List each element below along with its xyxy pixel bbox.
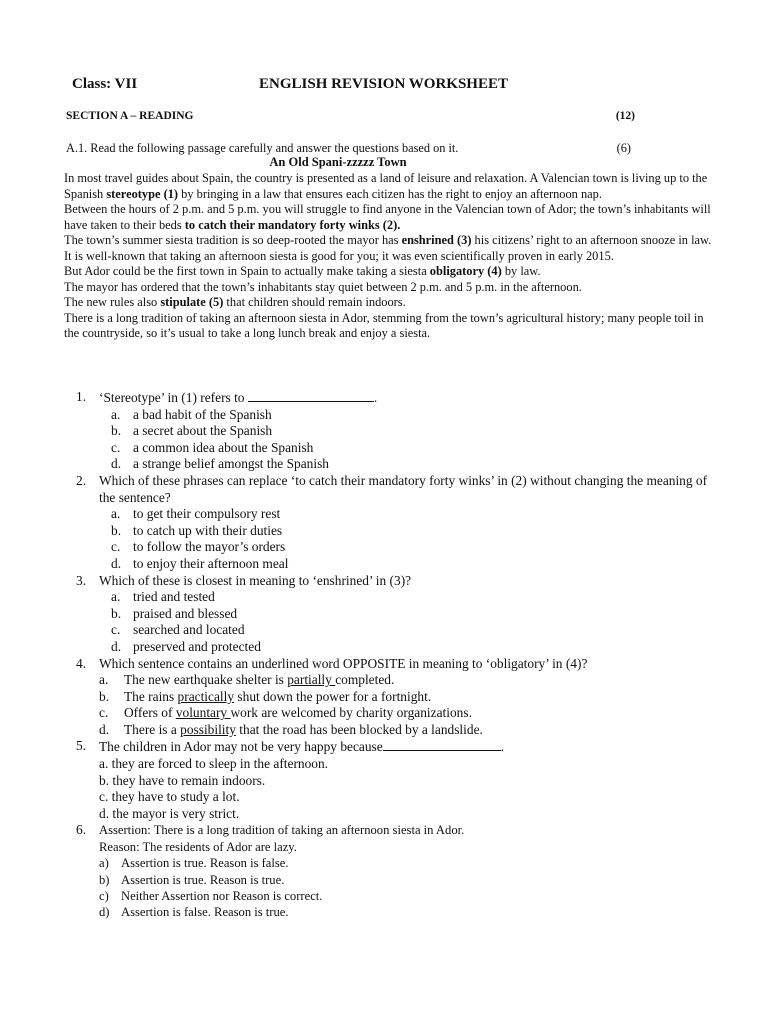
option-label: a. — [111, 506, 121, 522]
option-label: d. — [111, 555, 122, 571]
option-text: searched and located — [133, 622, 245, 638]
option-label: b. — [99, 688, 110, 704]
option[interactable] — [99, 705, 724, 722]
option-text: Neither Assertion nor Reason is correct. — [121, 889, 323, 904]
option-label: b. — [111, 423, 122, 439]
option-text: The rains — [124, 688, 178, 704]
section-label: SECTION A – READING — [66, 110, 194, 122]
option-list — [99, 672, 724, 738]
option-label: c. — [111, 622, 121, 638]
option-text: praised and blessed — [133, 605, 238, 621]
worksheet-header — [72, 76, 712, 98]
option-list — [99, 407, 724, 473]
option-label: a. — [111, 406, 121, 422]
passage-text: The new rules also — [64, 295, 161, 309]
passage-text: that children should remain indoors. — [223, 295, 406, 309]
underlined-word: possibility — [180, 721, 236, 737]
option[interactable] — [99, 606, 724, 623]
option[interactable] — [99, 855, 724, 871]
class-label: Class: VII — [72, 76, 138, 92]
instruction-marks: (6) — [616, 141, 631, 155]
option[interactable] — [99, 456, 724, 473]
assertion-text: Assertion: There is a long tradition of taking an afternoon siesta in Ador. — [99, 823, 465, 838]
question-number: 3. — [76, 572, 87, 588]
option[interactable] — [99, 523, 724, 540]
option-label: b) — [99, 872, 110, 887]
option[interactable] — [99, 407, 724, 424]
passage-keyword: to catch their mandatory forty winks (2). — [184, 217, 401, 232]
passage-text: his citizens’ right to an afternoon snooze in law. — [471, 233, 712, 247]
passage-keyword: stipulate (5) — [160, 295, 224, 309]
question-number: 5. — [76, 738, 87, 754]
underlined-word: partially — [287, 672, 336, 688]
option-label: d. — [111, 638, 122, 654]
option-text: completed. — [335, 672, 395, 688]
option-text: shut down the power for a fortnight. — [234, 688, 432, 704]
question-2 — [64, 473, 724, 573]
option-label: c) — [99, 889, 109, 904]
option-text: to get their compulsory rest — [133, 506, 281, 522]
passage-paragraph — [64, 295, 714, 311]
option-label: d. — [111, 456, 122, 472]
option-text: work are welcomed by charity organizations. — [230, 705, 472, 721]
passage-paragraph — [64, 171, 714, 202]
instruction-line — [66, 141, 646, 156]
answer-blank — [383, 738, 501, 751]
passage-paragraph: There is a long tradition of taking an afternoon siesta in Ador, stemming from the town’s agricultural history; many people toil in the countryside, so it’s usual to take a long lunch break and enjoy a siesta. — [64, 310, 704, 340]
option[interactable] — [99, 639, 724, 656]
option-list — [99, 506, 724, 572]
option-text: Offers of — [124, 705, 176, 721]
question-stem: Which sentence contains an underlined word OPPOSITE in meaning to ‘obligatory’ in (4)? — [99, 655, 588, 671]
question-stem: Which of these is closest in meaning to ‘enshrined’ in (3)? — [99, 572, 412, 588]
option-list — [99, 855, 724, 921]
option-text: Assertion is true. Reason is true. — [121, 872, 285, 887]
question-number: 6. — [76, 822, 87, 838]
passage-paragraph: It is well-known that taking an afternoon siesta is good for you; it was even scientifically proven in early 2015. — [64, 248, 614, 263]
question-stem — [99, 738, 724, 756]
option-label: b. — [111, 522, 122, 538]
option[interactable]: a. they are forced to sleep in the afternoon. — [99, 756, 329, 772]
option-text: a secret about the Spanish — [133, 423, 273, 439]
option-text: a bad habit of the Spanish — [133, 406, 272, 422]
option[interactable] — [99, 872, 724, 888]
option[interactable] — [99, 722, 724, 739]
option-label: d. — [99, 721, 110, 737]
option-text: There is a — [124, 721, 181, 737]
question-5 — [64, 738, 724, 822]
option-label: c. — [111, 439, 121, 455]
instruction-text: A.1. Read the following passage carefully and answer the questions based on it. — [66, 141, 459, 155]
question-4 — [64, 656, 724, 739]
passage-text: In most travel guides about Spain, the country is presented as a land of leisure and relaxation. A Valencian town is living up to the Spanish — [64, 171, 708, 201]
passage-paragraph: The mayor has ordered that the town’s inhabitants stay quiet between 2 p.m. and 5 p.m. in the afternoon. — [64, 279, 582, 294]
option[interactable]: b. they have to remain indoors. — [99, 772, 266, 788]
passage-keyword: enshrined (3) — [401, 233, 472, 247]
passage-text: But Ador could be the first town in Spain to actually make taking a siesta — [64, 264, 430, 278]
question-list — [64, 389, 724, 921]
option-text: The new earthquake shelter is — [124, 672, 288, 688]
option-label: d) — [99, 905, 110, 920]
option-label: c. — [99, 705, 109, 721]
option[interactable] — [99, 689, 724, 706]
option-label: a. — [111, 589, 121, 605]
section-marks: (12) — [615, 110, 635, 122]
option-text: that the road has been blocked by a landslide. — [235, 721, 483, 737]
option[interactable]: c. they have to study a lot. — [99, 789, 240, 805]
passage-title: An Old Spani-zzzzz Town — [269, 155, 407, 169]
stem-end: . — [373, 390, 378, 405]
option[interactable] — [99, 672, 724, 689]
stem-text: ‘Stereotype’ in (1) refers to — [99, 390, 248, 405]
option-text: Assertion is true. Reason is false. — [121, 856, 289, 871]
option-text: Assertion is false. Reason is true. — [121, 905, 289, 920]
question-1 — [64, 389, 724, 473]
option[interactable] — [99, 539, 724, 556]
option-label: a) — [99, 856, 109, 871]
option[interactable] — [99, 904, 724, 920]
passage-text: by law. — [501, 264, 541, 278]
underlined-word: voluntary — [175, 705, 231, 721]
option[interactable]: d. the mayor is very strict. — [99, 805, 240, 821]
option[interactable] — [99, 440, 724, 457]
question-stem: Which of these phrases can replace ‘to catch their mandatory forty winks’ in (2) without changing the meaning of the sentence? — [99, 472, 708, 505]
option-label: b. — [111, 605, 122, 621]
option-text: a strange belief amongst the Spanish — [133, 456, 329, 472]
option[interactable] — [99, 506, 724, 523]
underlined-word: practically — [177, 688, 235, 704]
option-text: preserved and protected — [133, 638, 261, 654]
question-3 — [64, 573, 724, 656]
passage-paragraph — [64, 202, 714, 233]
option-label: a. — [99, 672, 109, 688]
option-text: tried and tested — [133, 589, 215, 605]
question-number: 1. — [76, 389, 87, 404]
passage-text: Between the hours of 2 p.m. and 5 p.m. you will struggle to find anyone in the Valencian town of Ador; the town’s inhabitants will have taken to their beds — [64, 202, 711, 232]
option-list — [99, 589, 724, 655]
option-list — [99, 756, 724, 822]
question-number: 4. — [76, 655, 87, 671]
question-6 — [64, 822, 724, 920]
option-label: c. — [111, 539, 121, 555]
passage-text: The town’s summer siesta tradition is so deep-rooted the mayor has — [64, 233, 402, 247]
reason-text: Reason: The residents of Ador are lazy. — [99, 839, 297, 854]
option-text: to catch up with their duties — [133, 522, 283, 538]
option[interactable] — [99, 888, 724, 904]
option[interactable] — [99, 622, 724, 639]
passage-paragraph — [64, 264, 714, 280]
option-text: a common idea about the Spanish — [133, 439, 314, 455]
passage-keyword: stereotype (1) — [106, 186, 179, 201]
option[interactable] — [99, 556, 724, 573]
passage-text: by bringing in a law that ensures each citizen has the right to enjoy an afternoon nap. — [178, 186, 602, 201]
question-number: 2. — [76, 472, 87, 488]
question-stem — [99, 389, 724, 407]
answer-blank — [248, 389, 374, 402]
stem-end: . — [500, 739, 505, 755]
passage-keyword: obligatory (4) — [429, 264, 502, 278]
passage-paragraph — [64, 233, 714, 249]
reading-passage — [64, 171, 714, 342]
stem-text: The children in Ador may not be very happy because — [99, 739, 383, 755]
option-text: to enjoy their afternoon meal — [133, 555, 289, 571]
option[interactable] — [99, 423, 724, 440]
option[interactable] — [99, 589, 724, 606]
option-text: to follow the mayor’s orders — [133, 539, 286, 555]
worksheet-title: ENGLISH REVISION WORKSHEET — [259, 76, 508, 92]
